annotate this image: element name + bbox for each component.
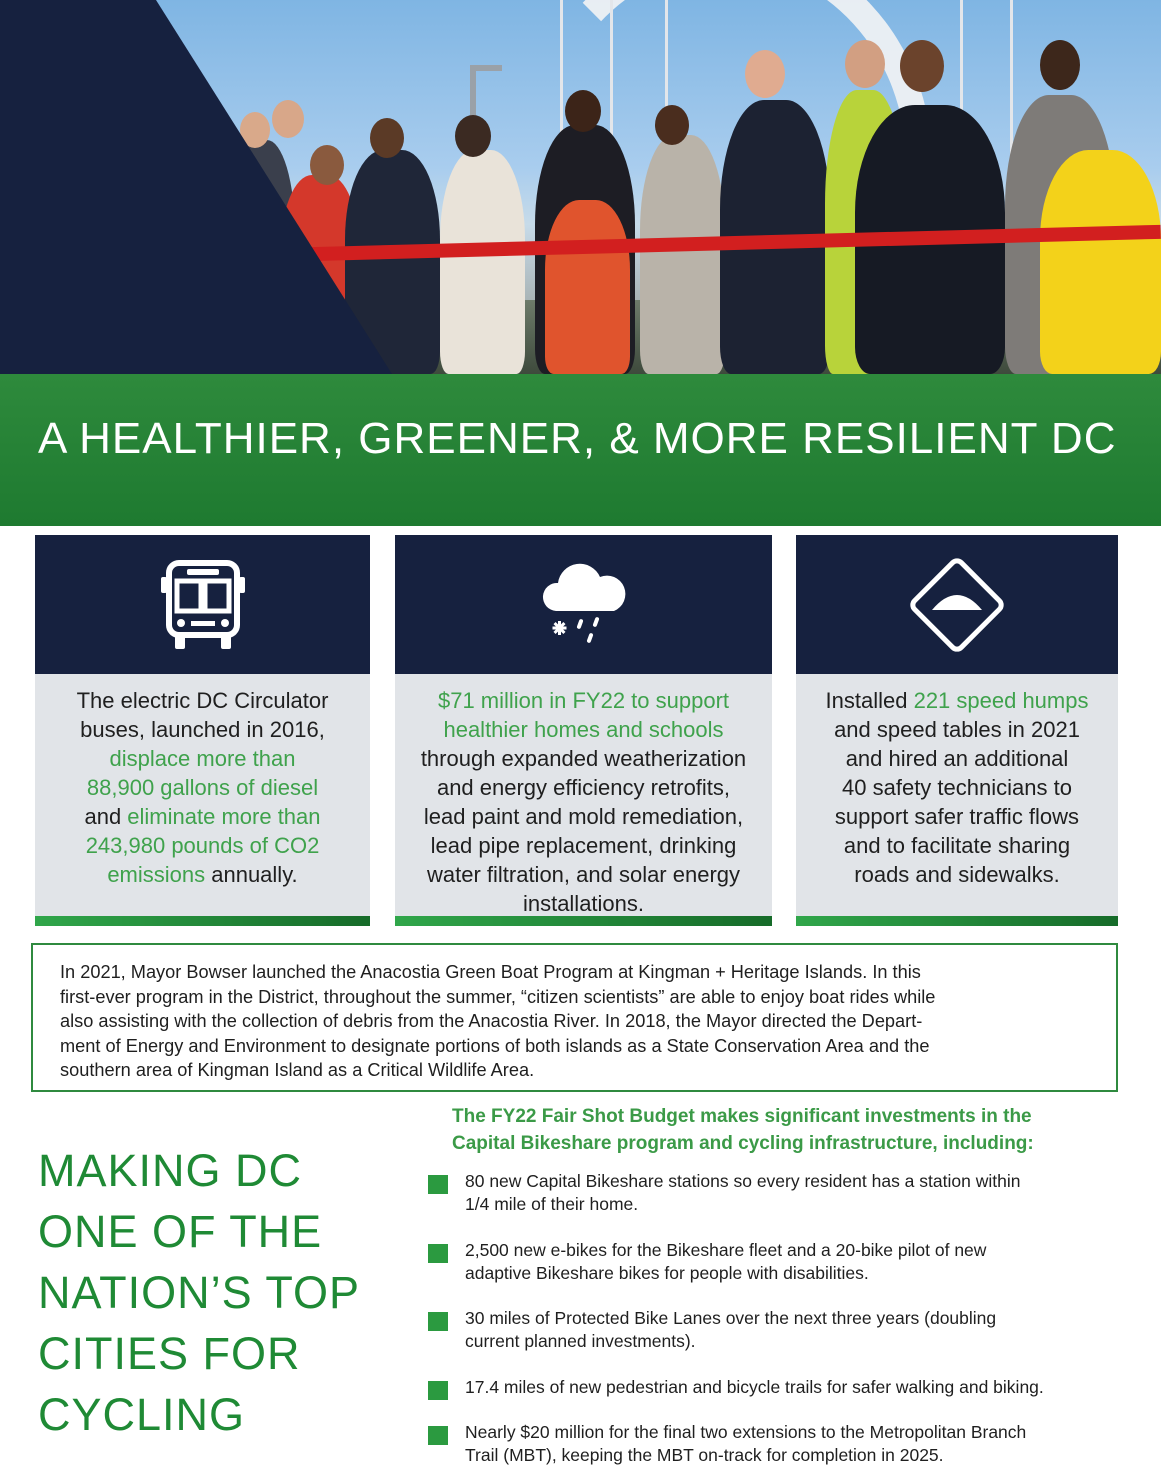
cycling-heading-line: MAKING DC <box>38 1145 303 1196</box>
body-text: lead pipe replacement, drinking <box>430 833 737 858</box>
body-text: and to facilitate sharing <box>843 833 1071 858</box>
highlight-text: 243,980 pounds of CO2 <box>85 833 320 858</box>
body-text: 40 safety technicians to <box>842 775 1072 800</box>
person-figure <box>1040 150 1161 374</box>
bus-icon <box>161 559 245 651</box>
highlight-text: healthier homes and schools <box>443 717 724 742</box>
body-text: and hired an additional <box>845 746 1069 771</box>
card-line <box>35 831 370 860</box>
cycling-heading-line: CYCLING <box>38 1389 246 1440</box>
card-line <box>796 802 1118 831</box>
highlight-text: 221 speed humps <box>913 688 1089 713</box>
highlight-text: displace more than <box>109 746 296 771</box>
person-head <box>370 118 404 158</box>
card-line <box>395 773 772 802</box>
card-accent-bar <box>35 916 370 926</box>
cycling-heading-line: ONE OF THE <box>38 1206 323 1257</box>
person-figure <box>545 200 630 374</box>
green-square-bullet-icon <box>428 1244 448 1263</box>
body-text: lead paint and mold remediation, <box>423 804 744 829</box>
rain-cloud-icon <box>536 563 632 647</box>
card-line <box>35 773 370 802</box>
card-line <box>796 686 1118 715</box>
card-line <box>395 860 772 889</box>
card-icon-panel <box>796 535 1118 674</box>
card-line <box>796 715 1118 744</box>
green-boat-program-box <box>31 943 1118 1092</box>
card-icon-panel <box>395 535 772 674</box>
cycling-heading-line: NATION’S TOP <box>38 1267 361 1318</box>
card-accent-bar <box>796 916 1118 926</box>
green-square-bullet-icon <box>428 1381 448 1400</box>
card-icon-panel <box>35 535 370 674</box>
body-text: and energy efficiency retrofits, <box>436 775 731 800</box>
highlight-text: 88,900 gallons of diesel <box>86 775 319 800</box>
body-text: and <box>84 804 128 829</box>
card-text <box>796 674 1118 916</box>
highlight-text: emissions <box>107 862 206 887</box>
green-square-bullet-icon <box>428 1175 448 1194</box>
highlight-text: $71 million in FY22 to support <box>437 688 730 713</box>
person-head <box>565 90 601 132</box>
card-line <box>35 802 370 831</box>
infobox-line: ment of Energy and Environment to designate portions of both islands as a State Conservation Area and the <box>60 1035 930 1056</box>
card-line <box>796 831 1118 860</box>
card-line <box>395 686 772 715</box>
person-head <box>655 105 689 145</box>
stat-card-speed-humps <box>796 535 1118 926</box>
highlight-text: eliminate more than <box>127 804 321 829</box>
card-line <box>35 860 370 889</box>
body-text: and speed tables in 2021 <box>834 717 1080 742</box>
speed-hump-sign-icon <box>902 550 1012 660</box>
cycling-intro-line: Capital Bikeshare program and cycling infrastructure, including: <box>452 1133 1034 1154</box>
body-text: buses, launched in 2016, <box>80 717 325 742</box>
body-text: support safer traffic flows <box>834 804 1080 829</box>
person-head <box>745 50 785 98</box>
list-item-text: 2,500 new e-bikes for the Bikeshare fleet and a 20-bike pilot of new adaptive Bikeshare bikes for people with disabilities. <box>465 1240 987 1283</box>
body-text: Installed <box>825 688 914 713</box>
card-line <box>395 744 772 773</box>
card-line <box>796 860 1118 889</box>
infobox-line: also assisting with the collection of debris from the Anacostia River. In 2018, the Mayor directed the Depart- <box>60 1011 923 1031</box>
card-line <box>395 889 772 918</box>
stat-card-healthy-homes <box>395 535 772 926</box>
card-line <box>395 831 772 860</box>
list-item-text: 17.4 miles of new pedestrian and bicycle trails for safer walking and biking. <box>465 1377 1044 1397</box>
body-text: through expanded weatherization <box>420 746 747 771</box>
card-line <box>35 715 370 744</box>
card-line <box>35 686 370 715</box>
infobox-line: first-ever program in the District, throughout the summer, “citizen scientists” are able to enjoy boat rides while <box>60 986 936 1007</box>
body-text: annually. <box>205 862 298 887</box>
person-head <box>845 40 885 88</box>
card-text <box>35 674 370 916</box>
body-text: installations. <box>522 891 645 916</box>
body-text: The electric DC Circulator <box>76 688 329 713</box>
section-banner <box>0 374 1161 526</box>
list-item-text: 30 miles of Protected Bike Lanes over the next three years (doubling current planned investments). <box>465 1308 997 1351</box>
card-line <box>395 715 772 744</box>
green-square-bullet-icon <box>428 1426 448 1445</box>
person-head <box>455 115 491 157</box>
section-title: A HEALTHIER, GREENER, & MORE RESILIENT DC <box>38 414 1117 463</box>
person-figure <box>440 150 525 374</box>
hero-photo <box>0 0 1161 374</box>
card-line <box>796 744 1118 773</box>
list-item-text: 80 new Capital Bikeshare stations so every resident has a station within 1/4 mile of their home. <box>465 1171 1021 1214</box>
infobox-line: southern area of Kingman Island as a Critical Wildlife Area. <box>60 1060 535 1080</box>
cycling-intro-line: The FY22 Fair Shot Budget makes significant investments in the <box>452 1106 1032 1127</box>
person-head <box>900 40 944 92</box>
green-square-bullet-icon <box>428 1312 448 1331</box>
card-line <box>35 744 370 773</box>
list-item-text: Nearly $20 million for the final two extensions to the Metropolitan Branch Trail (MBT), keeping the MBT on-track for completion in 2025. <box>465 1422 1027 1465</box>
card-line <box>796 773 1118 802</box>
cycling-heading <box>38 1140 398 1445</box>
card-text <box>395 674 772 916</box>
stat-card-buses <box>35 535 370 926</box>
person-head <box>1040 40 1080 90</box>
person-head <box>310 145 344 185</box>
cycling-intro <box>452 1103 1132 1157</box>
person-figure <box>640 135 725 374</box>
card-line <box>395 802 772 831</box>
infobox-line: In 2021, Mayor Bowser launched the Anacostia Green Boat Program at Kingman + Heritage Islands. In this <box>60 962 921 982</box>
body-text: roads and sidewalks. <box>854 862 1060 887</box>
body-text: water filtration, and solar energy <box>426 862 741 887</box>
cycling-heading-line: CITIES FOR <box>38 1328 301 1379</box>
person-head <box>272 100 304 138</box>
